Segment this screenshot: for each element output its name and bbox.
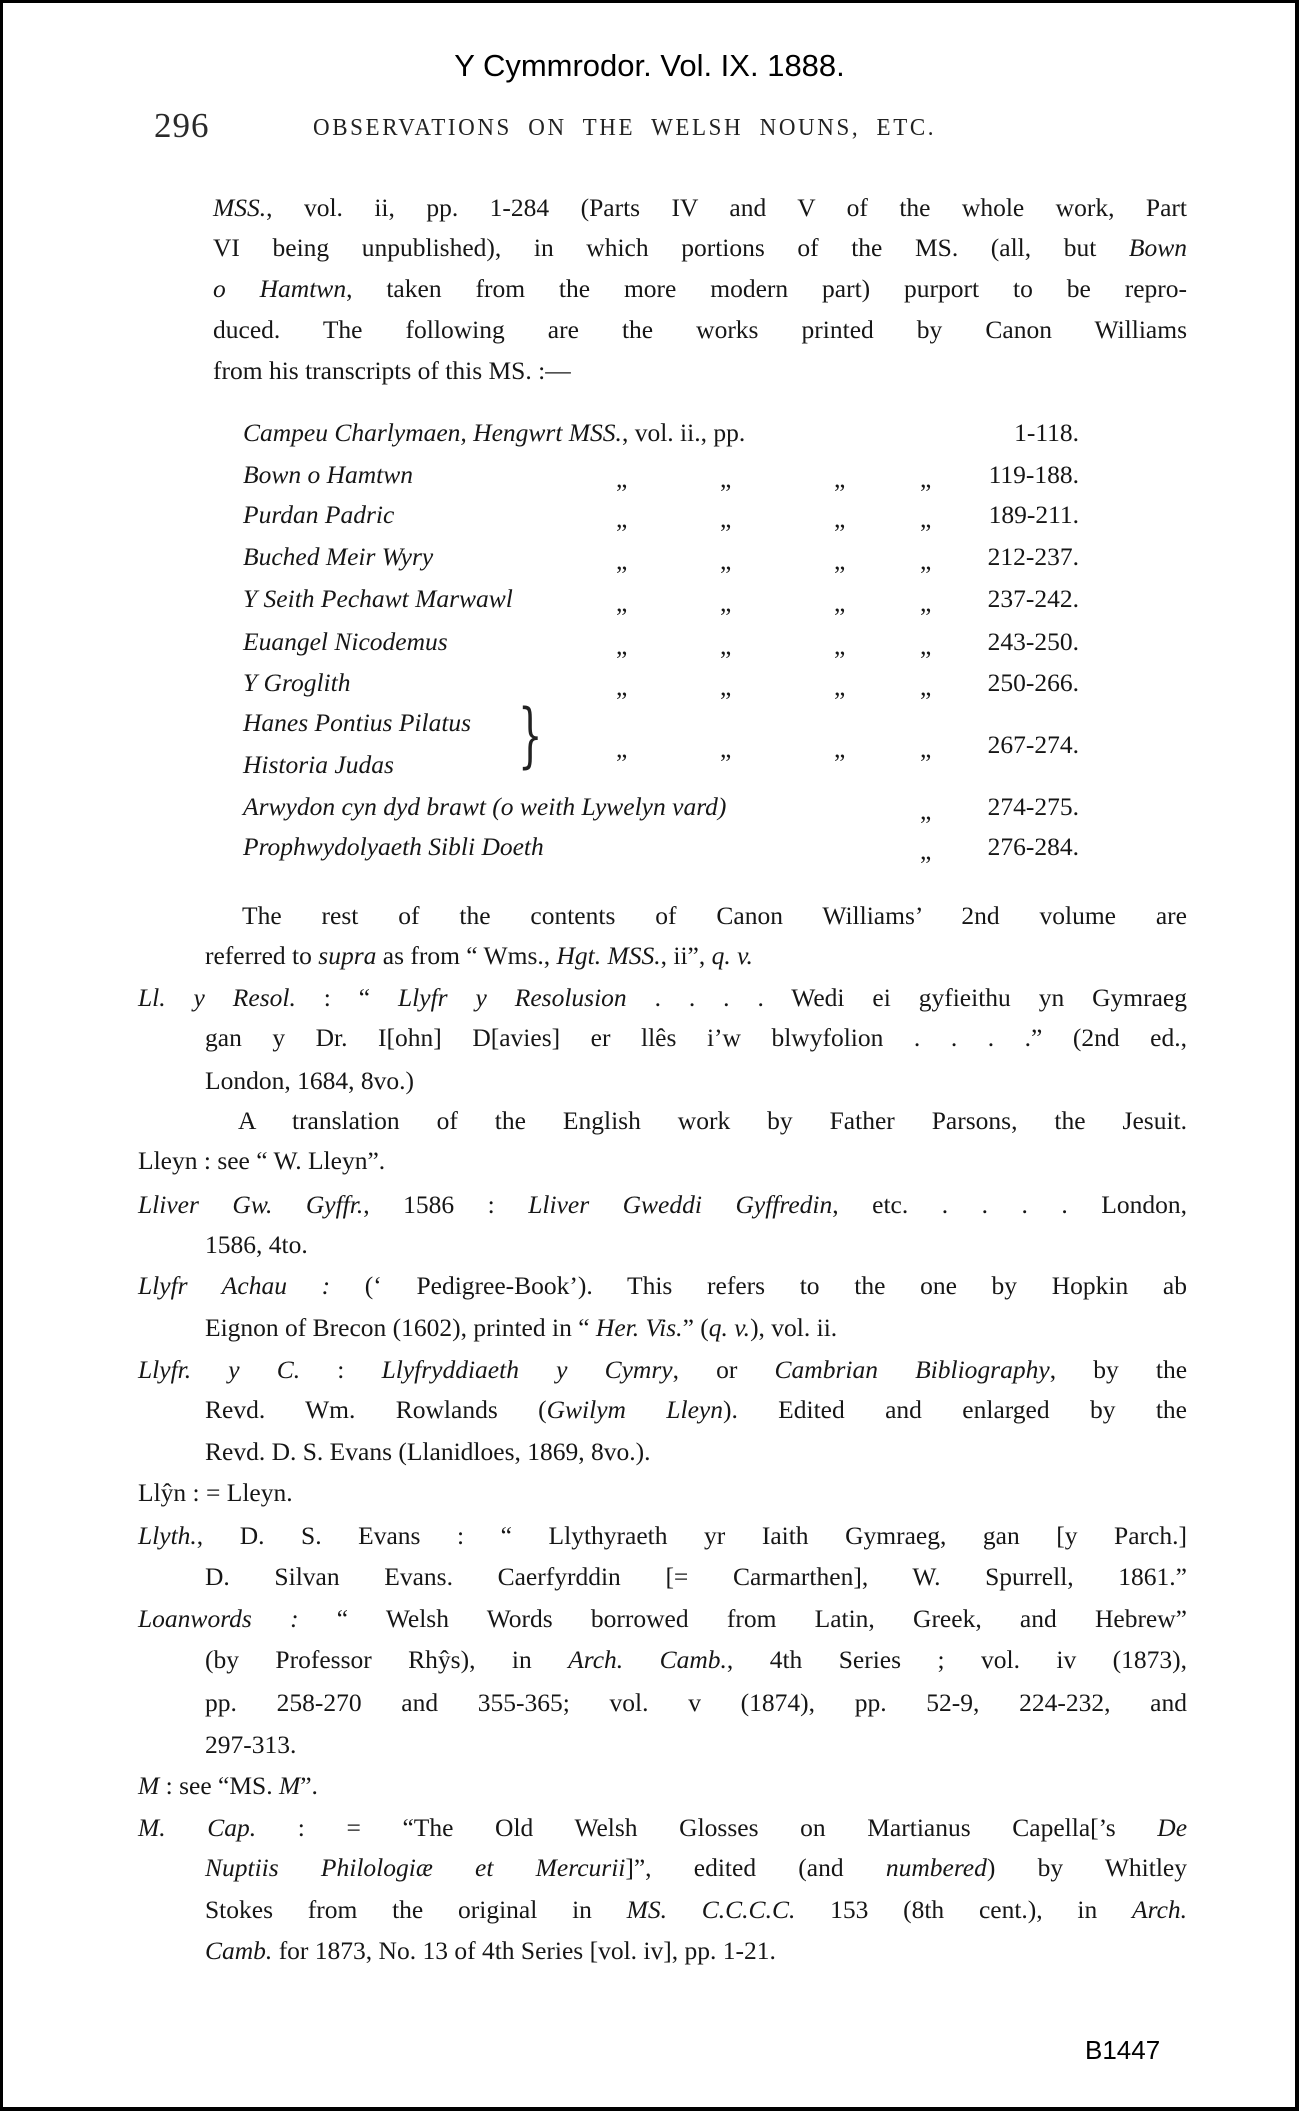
- ditto-mark: „: [616, 631, 628, 660]
- italic-text: Llyfr. y C.: [138, 1355, 301, 1384]
- entry-line: [205, 1938, 776, 1964]
- work-title: Buched Meir Wyry: [243, 542, 434, 571]
- italic-text: Hgt. MSS.: [556, 941, 661, 970]
- italic-text: Camb.: [205, 1936, 273, 1965]
- text: referred to: [205, 941, 319, 970]
- text: (‘ Pedigree-Book’). This refers to the one by Hopkin ab: [330, 1271, 1187, 1300]
- entry-line: [138, 1148, 385, 1174]
- ditto-mark: „: [616, 546, 628, 575]
- text: 1586, 4to.: [205, 1230, 308, 1259]
- entry-line: [238, 1108, 1187, 1134]
- works-table-row: [243, 668, 1079, 701]
- work-title: Purdan Padric: [243, 500, 395, 529]
- text: The rest of the contents of Canon Williams’ 2nd volume are: [242, 901, 1187, 930]
- catalog-id-label: B1447: [1085, 2035, 1161, 2065]
- italic-text: Llyfryddiaeth y Cymry: [381, 1355, 673, 1384]
- brace-icon: }: [518, 694, 543, 776]
- intro-line: [213, 276, 1187, 302]
- page-range: 243-250.: [987, 627, 1079, 656]
- italic-text: Lliver Gw. Gyffr.: [138, 1190, 364, 1219]
- text: :: [300, 1355, 382, 1384]
- ditto-mark: „: [720, 504, 732, 533]
- text: ”.: [300, 1771, 318, 1800]
- italic-text: q. v.: [711, 941, 753, 970]
- ditto-mark: „: [720, 734, 732, 763]
- works-table-row: [243, 708, 1079, 738]
- ditto-mark: „: [920, 504, 932, 533]
- text: (by Professor Rhŷs), in: [205, 1645, 569, 1674]
- page-range: 1-118.: [1014, 418, 1079, 447]
- ditto-mark: „: [920, 734, 932, 763]
- text: Revd. Wm. Rowlands (: [205, 1395, 547, 1424]
- italic-text: q. v.: [708, 1313, 751, 1342]
- work-title: Y Groglith: [243, 668, 351, 697]
- text: A translation of the English work by Father Parsons, the Jesuit.: [238, 1106, 1187, 1135]
- works-table-row: [243, 500, 1079, 533]
- text: ), vol. ii.: [750, 1313, 838, 1342]
- work-title: Arwydon cyn dyd brawt (o weith Lywelyn vard): [243, 792, 727, 821]
- italic-text: Llyth.: [138, 1521, 197, 1550]
- ditto-mark: „: [920, 796, 932, 825]
- ditto-mark: „: [616, 464, 628, 493]
- text: VI being unpublished), in which portions of the MS. (all, but: [213, 233, 1129, 262]
- ditto-mark: „: [920, 836, 932, 865]
- works-table-row: [243, 627, 1079, 660]
- work-title: Prophwydolyaeth Sibli Doeth: [243, 832, 544, 861]
- entry-line: [205, 1855, 1187, 1881]
- italic-text: Gwilym Lleyn: [546, 1395, 723, 1424]
- page-range: 250-266.: [987, 668, 1079, 697]
- ditto-mark: „: [720, 464, 732, 493]
- ditto-mark: „: [920, 464, 932, 493]
- italic-text: Bown: [1128, 233, 1187, 262]
- work-title: Historia Judas: [243, 750, 394, 779]
- italic-text: M: [278, 1771, 301, 1800]
- text: , vol. ii, pp. 1-284 (Parts IV and V of the whole work, Part: [266, 193, 1187, 222]
- entry-line: [205, 1025, 1187, 1051]
- entry-line: [205, 1647, 1187, 1673]
- ditto-mark: „: [834, 546, 846, 575]
- work-title: Bown o Hamtwn: [243, 460, 414, 489]
- works-table-row: [243, 584, 1079, 617]
- entry-line: [205, 1232, 308, 1258]
- italic-text: Nuptiis Philologiæ et Mercurii: [205, 1853, 626, 1882]
- works-table-row: [243, 460, 1079, 493]
- intro-line: [213, 317, 1187, 343]
- text: , ii”,: [660, 941, 712, 970]
- entry-line: [138, 985, 1187, 1011]
- text: ) by Whitley: [986, 1853, 1187, 1882]
- text: London, 1684, 8vo.): [205, 1066, 414, 1095]
- work-title: Euangel Nicodemus: [243, 627, 448, 656]
- text: : “: [295, 983, 398, 1012]
- entry-line: [205, 943, 753, 969]
- ditto-mark: „: [920, 588, 932, 617]
- entry-line: [242, 903, 1187, 929]
- italic-text: o Hamtwn: [213, 274, 347, 303]
- italic-text: Arch. Camb.: [568, 1645, 727, 1674]
- text: as from “ Wms.,: [376, 941, 557, 970]
- italic-text: De: [1157, 1813, 1188, 1842]
- ditto-mark: „: [834, 588, 846, 617]
- ditto-mark: „: [720, 672, 732, 701]
- italic-text: Ll. y Resol.: [138, 983, 296, 1012]
- italic-text: Her. Vis.: [595, 1313, 683, 1342]
- italic-text: M: [138, 1771, 160, 1800]
- entry-line: [205, 1397, 1187, 1423]
- works-table-row: [243, 418, 1079, 448]
- entry-line: [138, 1357, 1187, 1383]
- text: gan y Dr. I[ohn] D[avies] er llês i’w blwyfolion . . . .” (2nd ed.,: [205, 1023, 1187, 1052]
- italic-text: Loanwords :: [138, 1604, 299, 1633]
- italic-text: M. Cap.: [138, 1813, 257, 1842]
- text: ). Edited and enlarged by the: [722, 1395, 1187, 1424]
- text: from his transcripts of this MS. :—: [213, 356, 571, 385]
- text: : = “The Old Welsh Glosses on Martianus Capella[’s: [256, 1813, 1158, 1842]
- entry-line: [205, 1732, 296, 1758]
- ditto-mark: „: [616, 734, 628, 763]
- entry-line: [138, 1773, 318, 1799]
- text: duced. The following are the works printed by Canon Williams: [213, 315, 1187, 344]
- ditto-mark: „: [920, 631, 932, 660]
- text: Llŷn : = Lleyn.: [138, 1478, 293, 1507]
- text: Eignon of Brecon (1602), printed in “: [205, 1313, 596, 1342]
- works-table-row: [243, 792, 1079, 825]
- works-table-row: [243, 730, 1079, 780]
- text: ]”, edited (and: [625, 1853, 886, 1882]
- text: , D. S. Evans : “ Llythyraeth yr Iaith Gymraeg, gan [y Parch.]: [196, 1521, 1187, 1550]
- text: ” (: [682, 1313, 709, 1342]
- work-title: Campeu Charlymaen, Hengwrt MSS., vol. ii., pp.: [243, 418, 746, 447]
- ditto-mark: „: [920, 672, 932, 701]
- entry-line: [205, 1068, 414, 1094]
- text: for 1873, No. 13 of 4th Series [vol. iv], pp. 1-21.: [272, 1936, 776, 1965]
- text: pp. 258-270 and 355-365; vol. v (1874), pp. 52-9, 224-232, and: [205, 1688, 1187, 1717]
- work-title: Hanes Pontius Pilatus: [243, 708, 472, 737]
- italic-text: MS. C.C.C.C.: [626, 1895, 796, 1924]
- intro-line: [213, 358, 571, 384]
- entry-line: [138, 1815, 1187, 1841]
- italic-text: Llyfr Achau :: [138, 1271, 331, 1300]
- text: 297-313.: [205, 1730, 297, 1759]
- text: Lleyn : see “ W. Lleyn”.: [138, 1146, 386, 1175]
- text: . . . . Wedi ei gyfieithu yn Gymraeg: [626, 983, 1187, 1012]
- ditto-mark: „: [834, 672, 846, 701]
- text: , etc. . . . . London,: [832, 1190, 1187, 1219]
- ditto-mark: „: [720, 631, 732, 660]
- italic-text: MSS.: [213, 193, 267, 222]
- page-range: 274-275.: [987, 792, 1079, 821]
- page-range: 267-274.: [987, 730, 1079, 759]
- ditto-mark: „: [834, 734, 846, 763]
- ditto-mark: „: [720, 588, 732, 617]
- ditto-mark: „: [834, 464, 846, 493]
- page-range: 237-242.: [987, 584, 1079, 613]
- text: Revd. D. S. Evans (Llanidloes, 1869, 8vo.).: [205, 1437, 651, 1466]
- italic-text: supra: [318, 941, 377, 970]
- text: , taken from the more modern part) purport to be repro-: [346, 274, 1187, 303]
- ditto-mark: „: [720, 546, 732, 575]
- page-number: 296: [154, 106, 210, 145]
- entry-line: [138, 1480, 293, 1506]
- text: , or: [672, 1355, 775, 1384]
- text: : see “MS.: [159, 1771, 279, 1800]
- running-head: OBSERVATIONS ON THE WELSH NOUNS, ETC.: [313, 113, 937, 141]
- entry-line: [138, 1523, 1187, 1549]
- intro-line: [213, 235, 1187, 261]
- entry-line: [138, 1192, 1187, 1218]
- entry-line: [205, 1564, 1187, 1590]
- italic-text: Arch.: [1132, 1895, 1188, 1924]
- text: , 4th Series ; vol. iv (1873),: [726, 1645, 1188, 1674]
- ditto-mark: „: [834, 504, 846, 533]
- page-range: 212-237.: [987, 542, 1079, 571]
- works-table-row: [243, 832, 1079, 865]
- page-range: 276-284.: [987, 832, 1079, 861]
- text: , by the: [1049, 1355, 1188, 1384]
- page-range: 119-188.: [988, 460, 1079, 489]
- italic-text: Lliver Gweddi Gyffredin: [528, 1190, 833, 1219]
- work-source: , vol. ii., pp.: [621, 418, 746, 447]
- ditto-mark: „: [616, 504, 628, 533]
- ditto-mark: „: [920, 546, 932, 575]
- work-title: Y Seith Pechawt Marwawl: [243, 584, 513, 613]
- page-range: 189-211.: [988, 500, 1079, 529]
- entry-line: [205, 1897, 1187, 1923]
- text: “ Welsh Words borrowed from Latin, Greek, and Hebrew”: [298, 1604, 1187, 1633]
- italic-text: Llyfr y Resolusion: [398, 983, 627, 1012]
- text: D. Silvan Evans. Caerfyrddin [= Carmarthen], W. Spurrell, 1861.”: [205, 1562, 1187, 1591]
- ditto-mark: „: [834, 631, 846, 660]
- italic-text: Cambrian Bibliography: [774, 1355, 1050, 1384]
- text: Stokes from the original in: [205, 1895, 627, 1924]
- entry-line: [205, 1315, 837, 1341]
- intro-line: [213, 195, 1187, 221]
- document-title: Y Cymmrodor. Vol. IX. 1888.: [454, 48, 845, 83]
- entry-line: [205, 1439, 651, 1465]
- italic-text: numbered: [885, 1853, 987, 1882]
- entry-line: [138, 1606, 1187, 1632]
- works-table-row: [243, 542, 1079, 575]
- ditto-mark: „: [616, 588, 628, 617]
- ditto-mark: „: [616, 672, 628, 701]
- text: , 1586 :: [363, 1190, 529, 1219]
- entry-line: [138, 1273, 1187, 1299]
- text: 153 (8th cent.), in: [795, 1895, 1133, 1924]
- entry-line: [205, 1690, 1187, 1716]
